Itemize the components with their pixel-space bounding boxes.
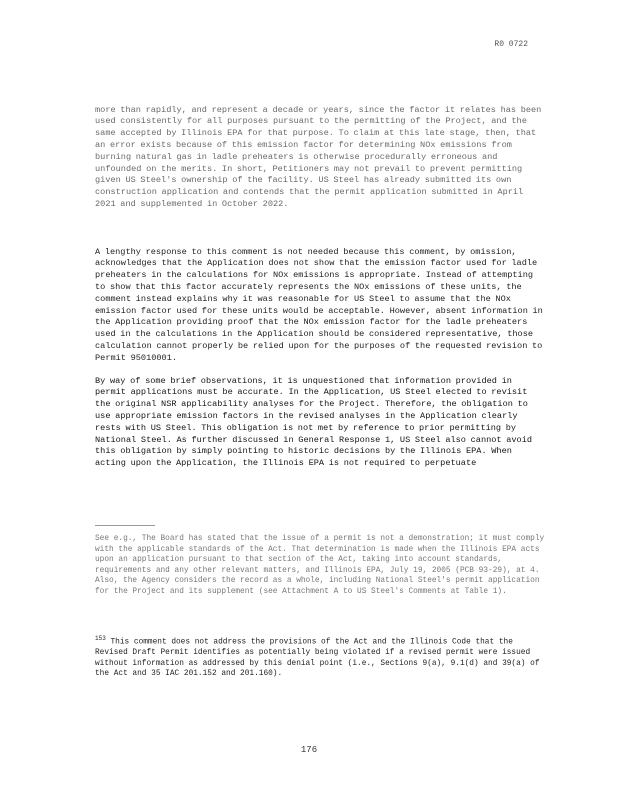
paragraph-observations: By way of some brief observations, it is unquestioned that information provided in permit applications must be accurate. In the Application, US Steel elected to revisit the original NSR applicability analyses for the Project. Therefore, the obligation to use appropriate emission factors in the revised analyses in the Application clearly rests with US Steel. This obligation is not met by reference to prior permitting by National Steel. As further discussed in General Response 1, US Steel also cannot avoid this obligation by simply pointing to historic decisions by the Illinois EPA. When acting upon the Application, the Illinois EPA is not required to perpetuate (95, 375, 533, 469)
footnote-2-text: This comment does not address the provisions of the Act and the Illinois Code that the Revised Draft Permit identifies as potentially being violated if a revised permit were issued without information as addressed by this denial point (i.e., Sections 9(a), 9.1(d) and 39(a) of the Act and 35 IAC 201.152 and 201.160). (95, 638, 540, 679)
paragraph-response: A lengthy response to this comment is not needed because this comment, by omission, acknowledges that the Application does not show that the emission factor used for ladle preheaters in the calculations for NOx emissions is appropriate. Instead of attempting to show that this factor accurately represents the NOx emissions of these units, the comment instead explains why it was reasonable for US Steel to assume that the NOx emission factor used for these units would be acceptable. However, absent information in the Application providing proof that the NOx emission factor for the ladle preheaters used in the calculations in the Application should be considered representative, those calculation cannot properly be relied upon for the purposes of the requested revision to Permit 95010001. (95, 246, 543, 363)
footnote-1: See e.g., The Board has stated that the issue of a permit is not a demonstration; it must comply with the applicable standards of the Act. That determination is made when the Illinois EPA acts upon an application pursuant to that section of the Act, taking into account standards, requirements and any other relevant matters, and Illinois EPA, July 19, 2005 (PCB 93-29), at 4. Also, the Agency considers the record as a whole, including National Steel's permit application for the Project and its supplement (see Attachment A to US Steel's Comments at Table 1). (95, 535, 545, 596)
page-number: 176 (300, 745, 318, 755)
paragraph-continuation: more than rapidly, and represent a decade or years, since the factor it relates has been used consistently for all purposes pursuant to the permitting of the Project, and the same accepted by Illinois EPA for that purpose. To claim at this late stage, then, that an error exists because of this emission factor for determining NOx emissions from burning natural gas in ladle preheaters is otherwise procedurally erroneous and unfounded on the merits. In short, Petitioners may not prevail to prevent permitting given US Steel's ownership of the facility. US Steel has already submitted its own construction application and contends that the permit application submitted in April 2021 and supplemented in October 2022. (95, 104, 542, 209)
footnote-2 (95, 634, 545, 680)
footnote-divider (95, 525, 155, 526)
document-id: R0 0722 (494, 40, 528, 49)
footnote-marker: 153 (95, 635, 106, 642)
